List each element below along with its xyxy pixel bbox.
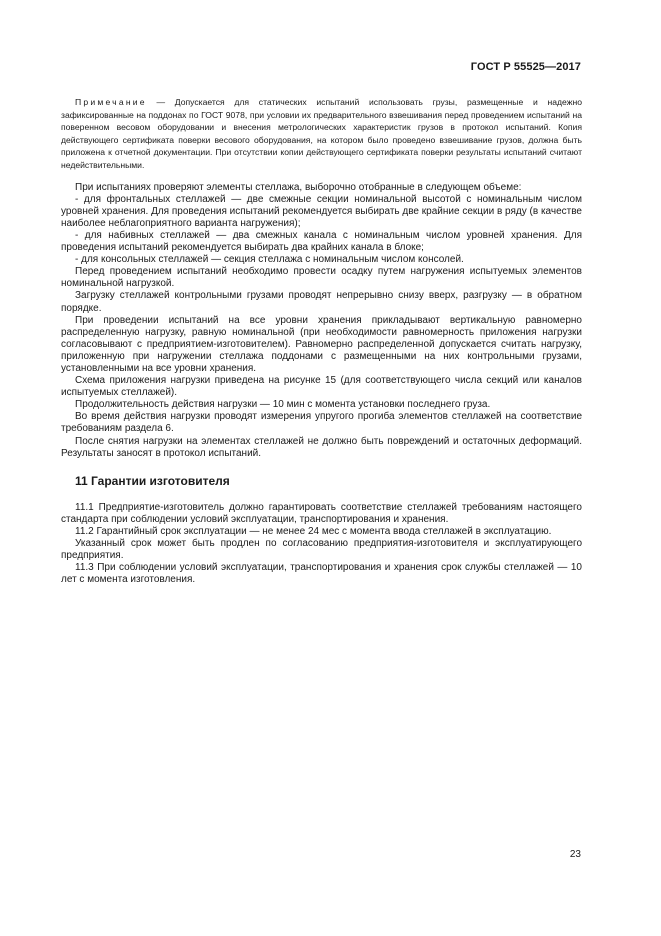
paragraph-after-unload: После снятия нагрузки на элементах стеллажей не должно быть повреждений и остаточных деформаций. Результаты заносят в протокол испытаний. [61,435,582,459]
list-item-frontal: - для фронтальных стеллажей — две смежные секции номинальной высотой с номинальным числом уровней хранения. Для проведения испытаний рекомендуется выбирать две крайние секции в ряду (в качестве наиболее неблагоприятного варианта нагружения); [61,193,582,229]
paragraph-scope: При испытаниях проверяют элементы стеллажа, выборочно отобранные в следующем объеме: [75,181,522,193]
section-title: 11 Гарантии изготовителя [75,473,230,488]
clause-11-1: 11.1 Предприятие-изготовитель должно гарантировать соответствие стеллажей требованиям настоящего стандарта при соблюдении условий эксплуатации, транспортирования и хранения. [61,501,582,525]
note-label: Примечание [75,97,147,107]
list-item-cantilever: - для консольных стеллажей — секция стеллажа с номинальным числом консолей. [75,254,464,266]
note-text: — Допускается для статических испытаний использовать грузы, размещенные и надежно зафиксированные на поддонах по ГОСТ 9078, при условии их предварительного взвешивания перед проведением испытаний на поверенном весовом оборудовании и внесения метрологических характеристик грузов в протокол испытаний. Копия действующего сертификата поверки весового оборудования, на котором было проведено взвешивание грузов, должна быть приложена к отчетной документации. При отсутствии копии действующего сертификата поверки результаты испытаний считают недействительными. [61,97,582,170]
clause-11-2-extension: Указанный срок может быть продлен по согласованию предприятия-изготовителя и эксплуатирующего предприятия. [61,538,582,562]
paragraph-distributed-load: При проведении испытаний на все уровни хранения прикладывают вертикальную равномерно распределенную нагрузку, равную номинальной (при необходимости равномерность приложения нагрузки согласовывают с предприятием-изготовителем). Равномерно распределенной допускается считать нагрузку, приложенную при нагружении стеллажа поддонами с размещенными на них контрольными грузами, установленными на все уровни хранения. [61,314,582,374]
paragraph-duration: Продолжительность действия нагрузки — 10 мин с момента установки последнего груза. [75,399,491,411]
paragraph-deflection: Во время действия нагрузки проводят измерения упругого прогиба элементов стеллажей на соответствие требованиям раздела 6. [61,411,582,435]
paragraph-loading-order: Загрузку стеллажей контрольными грузами проводят непрерывно снизу вверх, разгрузку — в обратном порядке. [61,290,582,314]
note-paragraph [61,96,582,172]
paragraph-load-scheme: Схема приложения нагрузки приведена на рисунке 15 (для соответствующего числа секций или каналов испытуемых стеллажей). [61,375,582,399]
page-number: 23 [569,849,581,860]
clause-11-3: 11.3 При соблюдении условий эксплуатации, транспортирования и хранения срок службы стеллажей — 10 лет с момента изготовления. [61,562,582,586]
list-item-drive-in: - для набивных стеллажей — два смежных канала с номинальным числом уровней хранения. Для проведения испытаний рекомендуется выбирать два крайних канала в блоке; [61,229,582,254]
clause-11-2: 11.2 Гарантийный срок эксплуатации — не менее 24 мес с момента ввода стеллажей в эксплуатацию. [75,525,552,537]
paragraph-settling: Перед проведением испытаний необходимо провести осадку путем нагружения испытуемых элементов номинальной нагрузкой. [61,266,582,290]
page-body [61,96,582,586]
document-code: ГОСТ Р 55525—2017 [470,61,581,73]
